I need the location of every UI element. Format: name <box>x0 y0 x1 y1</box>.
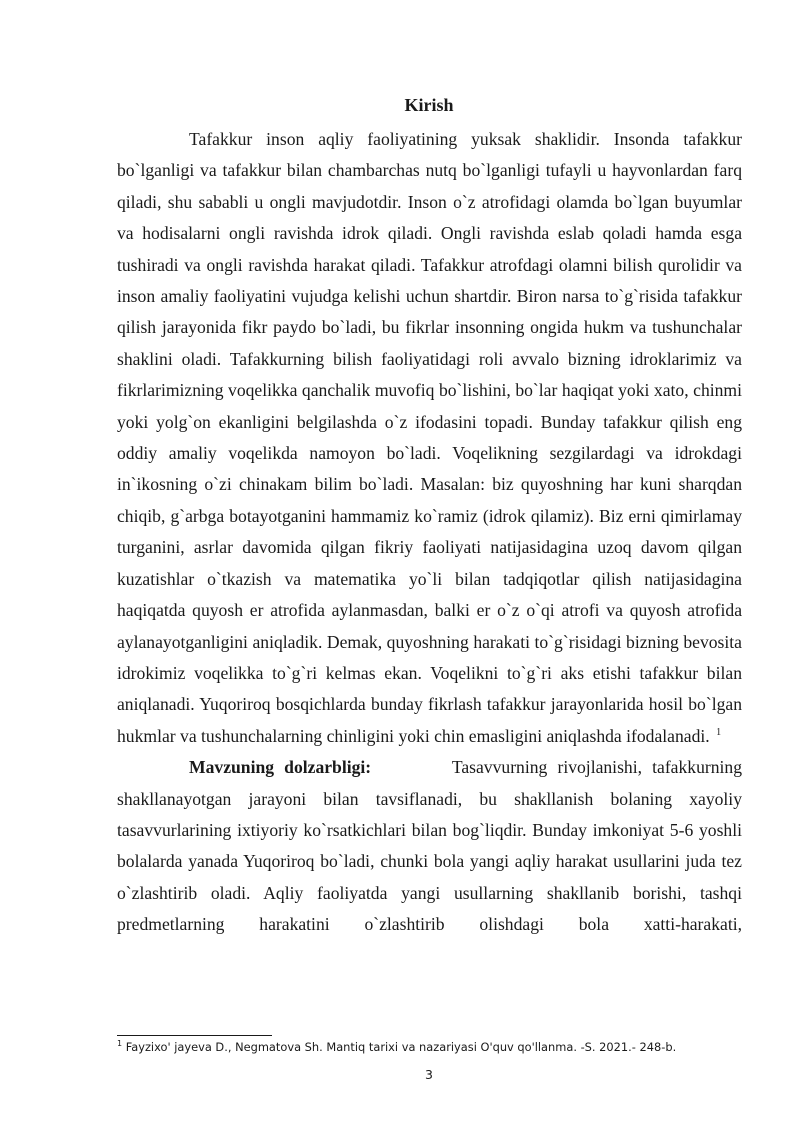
section-title: Kirish <box>404 95 454 115</box>
footnote-separator <box>117 1035 272 1036</box>
footnote-marker: 1 <box>117 1039 123 1049</box>
footnote-text: Fayzixo' jayeva D., Negmatova Sh. Mantiq tarixi va nazariyasi O'quv qo'llanma. -S. 2021.- 248-b. <box>125 1040 677 1054</box>
body-text <box>117 124 742 941</box>
page-number: 3 <box>425 1067 433 1082</box>
paragraph-intro-text: Tafakkur inson aqliy faoliyatining yuksak shaklidir. Insonda tafakkur bo`lganligi va tafakkur bilan chambarchas nutq bo`lganligi tufayli u hayvonlardan farq qiladi, shu sababli u ongli mavjudotdir. Inson o`z atrofidagi olamda bo`lgan buyumlar va hodisalarni ongli ravishda idrok qiladi. Ongli ravishda eslab qoladi hamda esga tushiradi va ongli ravishda harakat qiladi. Tafakkur atrofdagi olamni bilish qurolidir va inson amaliy faoliyatini vujudga kelishi uchun shartdir. Biron narsa to`g`risida tafakkur qilish jarayonida fikr paydo bo`ladi, bu fikrlar insonning ongida hukm va tushunchalar shaklini oladi. Tafakkurning bilish faoliyatidagi roli avvalo bizning idroklarimiz va fikrlarimizning voqelikka qanchalik muvofiq bo`lishini, bo`lar haqiqat yoki xato, chinmi yoki yolg`on ekanligini belgilashda o`z ifodasini topadi. Bunday tafakkur qilish eng oddiy amaliy voqelikda namoyon bo`ladi. Voqelikning sezgilardagi va idrokdagi in`ikosning o`zi chinakam bilim bo`ladi. Masalan: biz quyoshning har kuni sharqdan chiqib, g`arbga botayotganini hammamiz ko`ramiz (idrok qilamiz). Biz erni qimirlamay turganini, asrlar davomida qilgan fikriy faoliyati natijasidagina uzoq davom qilgan kuzatishlar o`tkazish va matematika yo`li bilan tadqiqotlar qilish natijasidagina haqiqatda quyosh er atrofida aylanmasdan, balki er o`z o`qi atrofi va quyosh atrofida aylanayotganligini aniqladik. Demak, quyoshning harakati to`g`risidagi bizning bevosita idrokimiz voqelikka to`g`ri kelmas ekan. Voqelikni to`g`ri aks etishi tafakkur bilan aniqlanadi. Yuqoriroq bosqichlarda bunday fikrlash tafakkur jarayonlarida hosil bo`lgan hukmlar va tushunchalarning chinligini yoki chin emasligini aniqlashda ifodalanadi. <box>117 129 742 746</box>
footnote <box>117 1039 757 1055</box>
paragraph-intro <box>117 124 742 752</box>
paragraph-relevance-text: Tasavvurning rivojlanishi, tafakkurning shakllanayotgan jarayoni bilan tavsiflanadi, bu shakllanish bolaning xayoliy tasavvurlarining ixtiyoriy ko`rsatkichlari bilan bog`liqdir. Bunday imkoniyat 5-6 yoshli bolalarda yanada Yuqoriroq bo`ladi, chunki bola yangi aqliy harakat usullarini juda tez o`zlashtirib oladi. Aqliy faoliyatda yangi usullarning shakllanib borishi, tashqi predmetlarning harakatini o`zlashtirib olishdagi bola xatti-harakati, <box>117 757 743 935</box>
footnote-reference: 1 <box>716 726 722 738</box>
relevance-heading: Mavzuning dolzarbligi: <box>189 757 372 778</box>
paragraph-relevance <box>117 752 742 940</box>
